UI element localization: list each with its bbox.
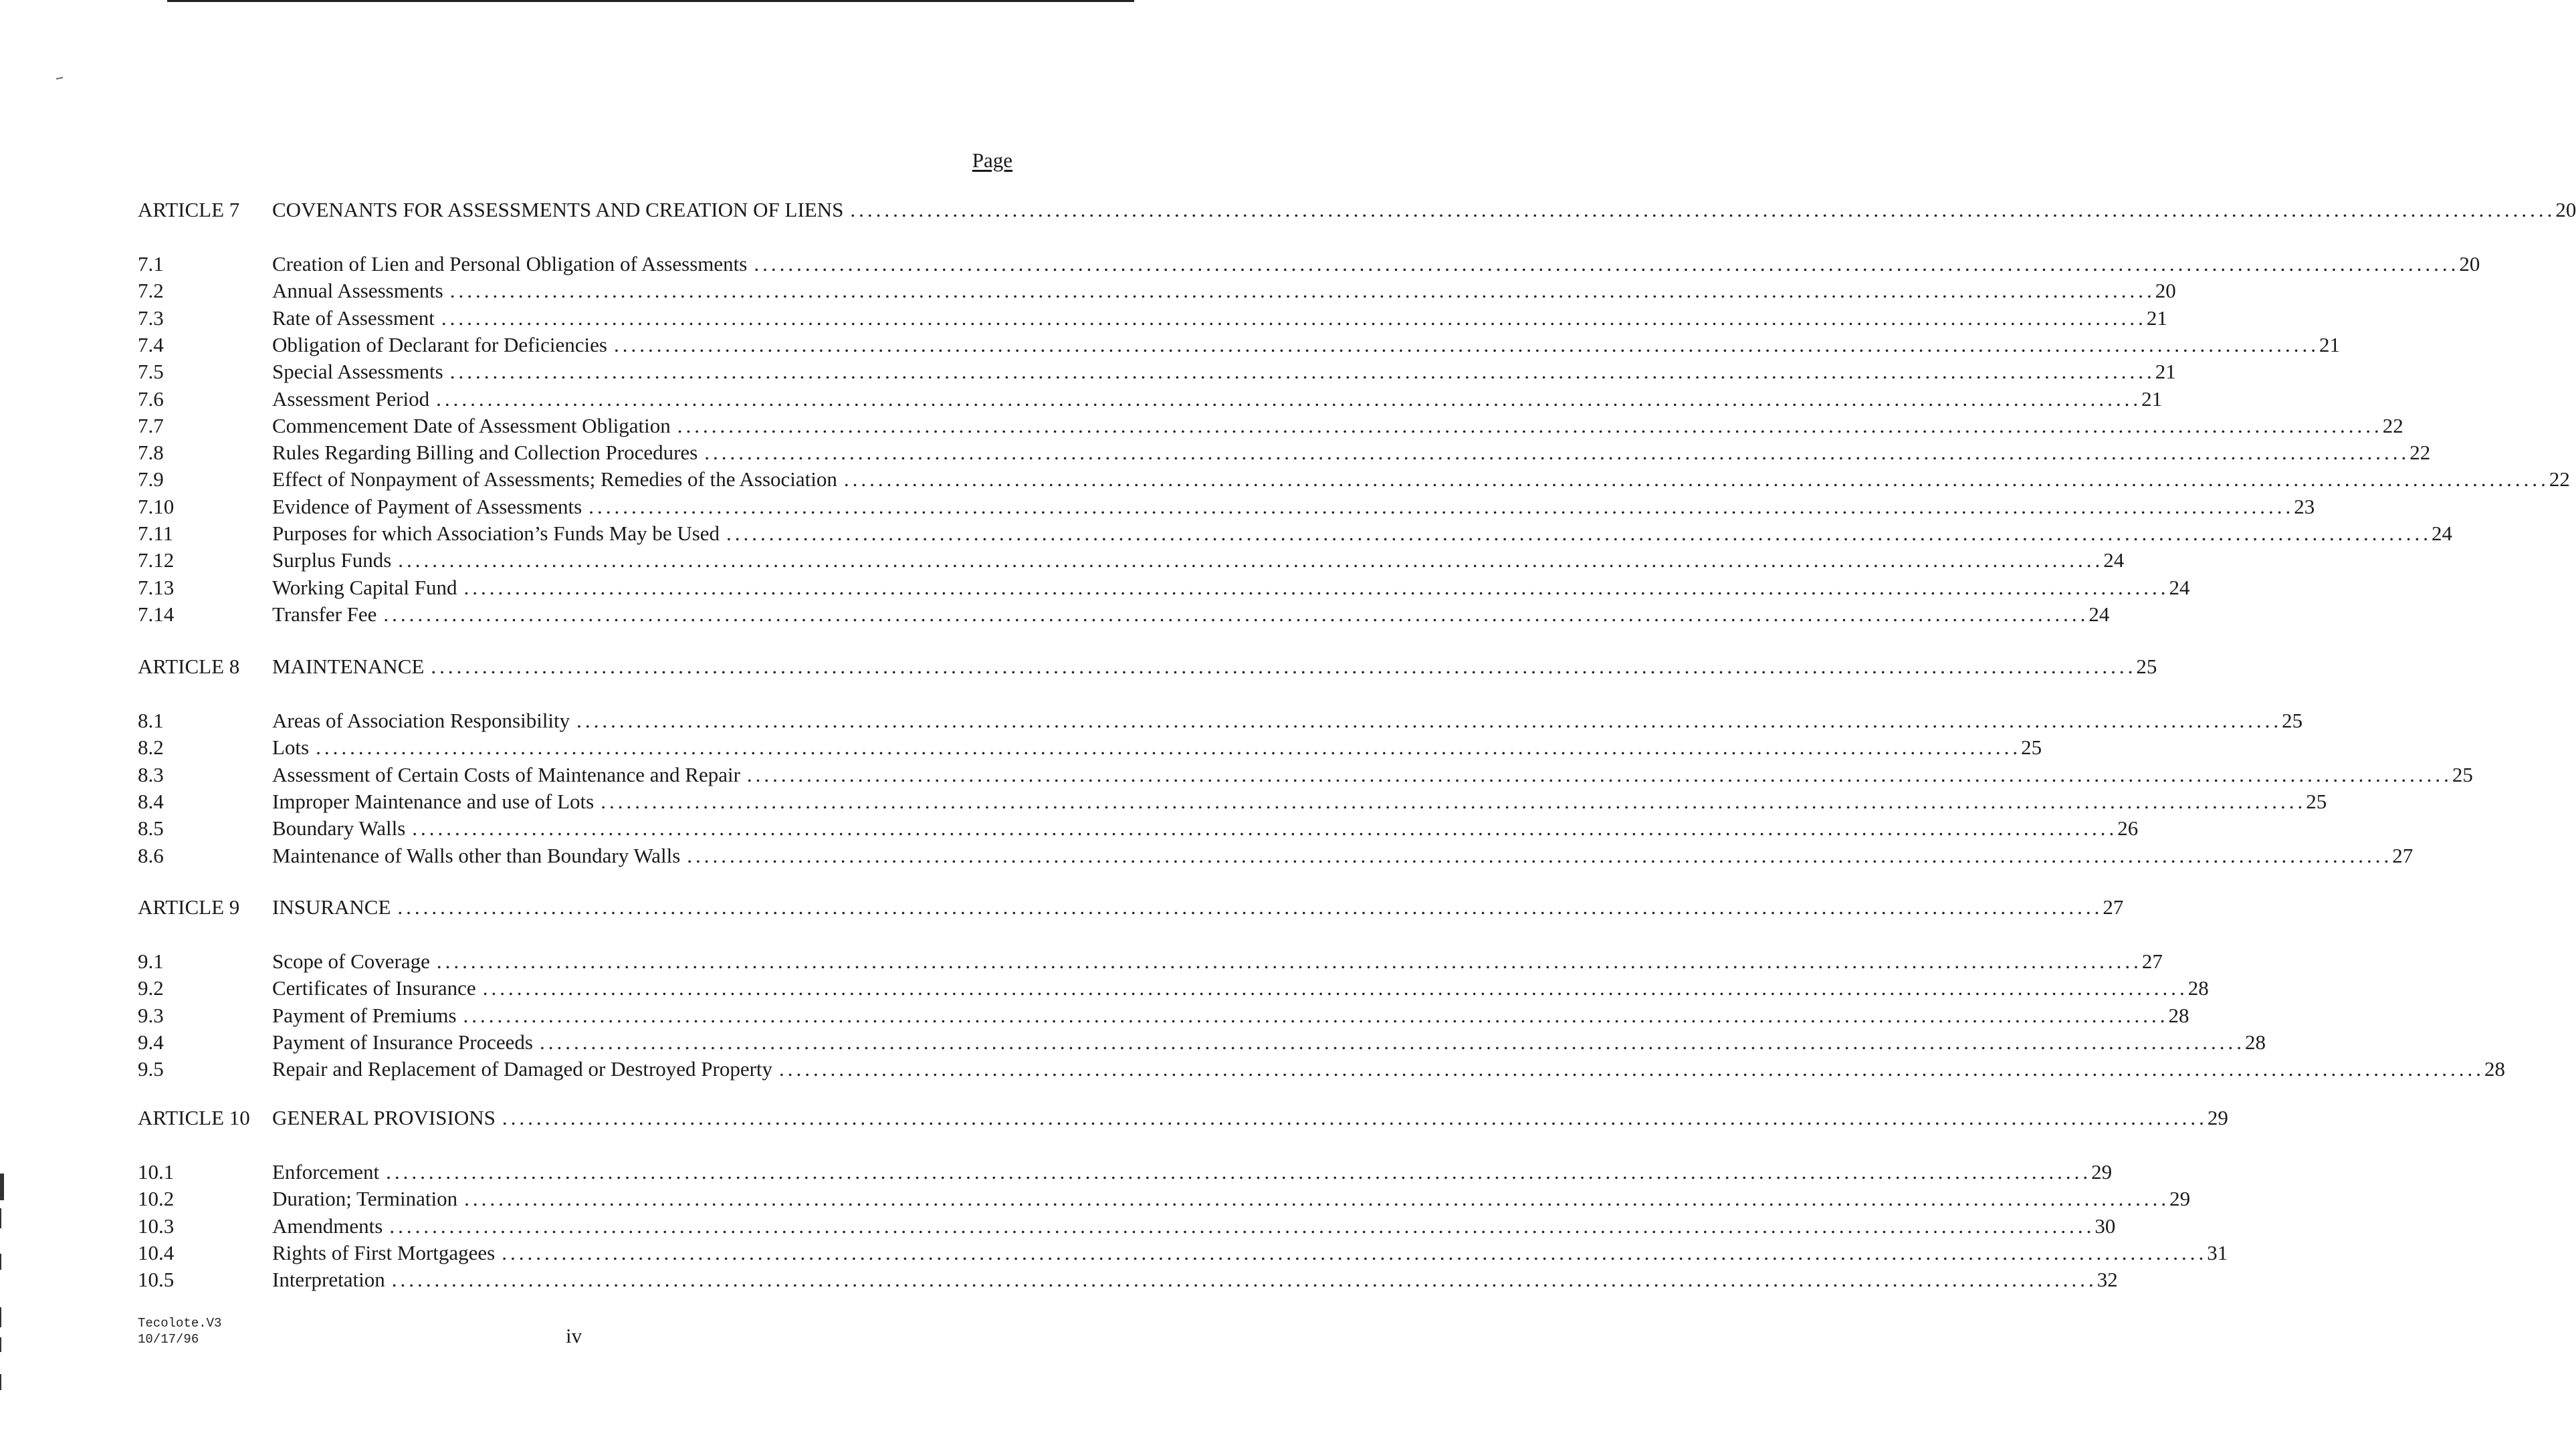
toc-entry-row: [138, 1028, 2266, 1057]
dot-leader: ........................................................................................................................................................................................................: [436, 949, 2142, 973]
page-reference: 21: [2155, 360, 2176, 383]
page-reference: 28: [2244, 1030, 2266, 1054]
dot-leader: ........................................................................................................................................................................................................: [463, 576, 2169, 599]
section-title: Obligation of Declarant for Deficiencies: [272, 333, 607, 356]
dot-leader: ........................................................................................................................................................................................................: [726, 522, 2432, 545]
article-number: ARTICLE 10: [138, 1106, 250, 1129]
article-title: INSURANCE: [272, 895, 391, 919]
toc-article-row: [138, 195, 2576, 225]
section-title: Areas of Association Responsibility: [272, 709, 570, 732]
section-number: 7.4: [138, 333, 164, 356]
page-reference: 32: [2097, 1268, 2118, 1291]
dot-leader: ........................................................................................................................................................................................................: [441, 306, 2147, 330]
dot-leader: ........................................................................................................................................................................................................: [502, 1106, 2208, 1129]
page-reference: 24: [2432, 522, 2453, 545]
section-title: Payment of Insurance Proceeds: [272, 1030, 533, 1054]
toc-entry-row: [138, 1001, 2189, 1030]
dot-leader: ........................................................................................................................................................................................................: [613, 333, 2319, 356]
section-title: Annual Assessments: [272, 279, 443, 302]
page-reference: 22: [2549, 467, 2570, 491]
dot-leader: ........................................................................................................................................................................................................: [436, 387, 2142, 411]
page-reference: 29: [2091, 1160, 2113, 1184]
toc-entry-row: [138, 276, 2176, 306]
toc-article-row: [138, 1103, 2228, 1133]
section-number: 7.8: [138, 441, 164, 464]
dot-leader: ........................................................................................................................................................................................................: [539, 1030, 2245, 1054]
article-title: COVENANTS FOR ASSESSMENTS AND CREATION OF LIENS: [272, 198, 844, 221]
section-title: Boundary Walls: [272, 816, 406, 840]
scan-speck: [56, 77, 63, 80]
dot-leader: ........................................................................................................................................................................................................: [431, 655, 2137, 678]
section-title: Assessment Period: [272, 387, 430, 411]
section-title: Transfer Fee: [272, 602, 377, 626]
section-number: 9.3: [138, 1004, 164, 1027]
toc-entry-row: [138, 1212, 2116, 1241]
section-number: 10.1: [138, 1160, 175, 1184]
top-edge-rule: [167, 0, 1134, 2]
toc-entry-row: [138, 304, 2167, 333]
section-number: 8.6: [138, 844, 164, 867]
page-reference: 22: [2382, 414, 2403, 437]
toc-entry-row: [138, 600, 2110, 629]
toc-article-row: [138, 652, 2157, 681]
dot-leader: ........................................................................................................................................................................................................: [850, 198, 2556, 221]
article-title: MAINTENANCE: [272, 655, 425, 678]
section-title: Surplus Funds: [272, 548, 392, 572]
section-title: Interpretation: [272, 1268, 385, 1291]
section-number: 10.2: [138, 1187, 175, 1210]
document-footer-code: [138, 1315, 221, 1347]
article-number: ARTICLE 9: [138, 895, 240, 919]
dot-leader: ........................................................................................................................................................................................................: [779, 1057, 2485, 1081]
section-number: 8.2: [138, 736, 164, 759]
section-number: 7.12: [138, 548, 175, 572]
toc-entry-row: [138, 1184, 2191, 1214]
section-number: 7.7: [138, 414, 164, 437]
section-title: Effect of Nonpayment of Assessments; Remedies of the Association: [272, 467, 837, 491]
section-number: 7.13: [138, 576, 175, 599]
section-number: 10.4: [138, 1241, 175, 1264]
dot-leader: ........................................................................................................................................................................................................: [601, 790, 2306, 813]
section-title: Enforcement: [272, 1160, 380, 1184]
toc-entry-row: [138, 330, 2340, 360]
dot-leader: ........................................................................................................................................................................................................: [391, 1268, 2097, 1291]
section-title: Repair and Replacement of Damaged or Destroyed Property: [272, 1057, 773, 1081]
dot-leader: ........................................................................................................................................................................................................: [449, 360, 2155, 383]
page-reference: 20: [2555, 198, 2576, 221]
section-number: 8.1: [138, 709, 164, 732]
toc-entry-row: [138, 760, 2473, 790]
toc-entry-row: [138, 947, 2163, 976]
dot-leader: ........................................................................................................................................................................................................: [746, 763, 2452, 786]
section-number: 7.1: [138, 252, 164, 275]
section-title: Special Assessments: [272, 360, 443, 383]
page-reference: 28: [2484, 1057, 2506, 1081]
page-reference: 21: [2319, 333, 2340, 356]
section-number: 7.9: [138, 467, 164, 491]
section-title: Assessment of Certain Costs of Maintenance and Repair: [272, 763, 740, 786]
page-reference: 26: [2117, 816, 2139, 840]
dot-leader: ........................................................................................................................................................................................................: [397, 895, 2103, 919]
section-number: 7.10: [138, 495, 175, 518]
toc-entry-row: [138, 357, 2176, 386]
page-reference: 28: [2187, 976, 2209, 1000]
dot-leader: ........................................................................................................................................................................................................: [386, 1160, 2092, 1184]
page-reference: 23: [2294, 495, 2315, 518]
page-reference: 24: [2088, 602, 2110, 626]
page-reference: 25: [2136, 655, 2157, 678]
section-title: Maintenance of Walls other than Boundary Walls: [272, 844, 681, 867]
toc-entry-row: [138, 573, 2190, 602]
toc-entry-row: [138, 384, 2163, 414]
dot-leader: ........................................................................................................................................................................................................: [449, 279, 2155, 302]
page-reference: 29: [2207, 1106, 2228, 1129]
section-number: 8.5: [138, 816, 164, 840]
section-number: 7.3: [138, 306, 164, 330]
page-reference: 31: [2207, 1241, 2228, 1264]
dot-leader: ........................................................................................................................................................................................................: [588, 495, 2294, 518]
section-title: Purposes for which Association’s Funds May be Used: [272, 522, 720, 545]
dot-leader: ........................................................................................................................................................................................................: [398, 548, 2104, 572]
dot-leader: ........................................................................................................................................................................................................: [677, 414, 2383, 437]
section-title: Rate of Assessment: [272, 306, 435, 330]
section-number: 9.4: [138, 1030, 164, 1054]
toc-entry-row: [138, 249, 2480, 279]
dot-leader: ........................................................................................................................................................................................................: [843, 467, 2549, 491]
page-column-header: Page: [972, 148, 1012, 172]
page-reference: 24: [2169, 576, 2190, 599]
page-reference: 28: [2168, 1004, 2189, 1027]
section-title: Creation of Lien and Personal Obligation of Assessments: [272, 252, 748, 275]
page-reference: 21: [2141, 387, 2163, 411]
section-title: Payment of Premiums: [272, 1004, 457, 1027]
toc-entry-row: [138, 1157, 2113, 1187]
section-number: 9.1: [138, 949, 164, 973]
toc-entry-row: [138, 465, 2570, 494]
section-title: Lots: [272, 736, 310, 759]
section-number: 10.3: [138, 1214, 175, 1238]
dot-leader: ........................................................................................................................................................................................................: [463, 1004, 2169, 1027]
page-reference: 27: [2141, 949, 2163, 973]
toc-entry-row: [138, 814, 2139, 843]
page-reference: 22: [2409, 441, 2431, 464]
document-date: 10/17/96: [138, 1332, 199, 1347]
section-number: 9.5: [138, 1057, 164, 1081]
page-reference: 29: [2169, 1187, 2191, 1210]
section-number: 10.5: [138, 1268, 175, 1291]
section-title: Certificates of Insurance: [272, 976, 476, 1000]
toc-article-row: [138, 893, 2124, 922]
section-title: Scope of Coverage: [272, 949, 430, 973]
page-reference: 20: [2155, 279, 2176, 302]
dot-leader: ........................................................................................................................................................................................................: [754, 252, 2460, 275]
toc-entry-row: [138, 787, 2327, 816]
article-number: ARTICLE 7: [138, 198, 240, 221]
page-reference: 25: [2452, 763, 2473, 786]
section-number: 9.2: [138, 976, 164, 1000]
page-reference: 21: [2146, 306, 2167, 330]
dot-leader: ........................................................................................................................................................................................................: [316, 736, 2022, 759]
article-number: ARTICLE 8: [138, 655, 240, 678]
section-title: Commencement Date of Assessment Obligation: [272, 414, 671, 437]
toc-entry-row: [138, 1238, 2228, 1268]
page-reference: 30: [2095, 1214, 2116, 1238]
toc-entry-row: [138, 519, 2453, 548]
section-number: 7.5: [138, 360, 164, 383]
section-title: Working Capital Fund: [272, 576, 457, 599]
toc-entry-row: [138, 492, 2315, 522]
toc-entry-row: [138, 546, 2125, 575]
article-title: GENERAL PROVISIONS: [272, 1106, 496, 1129]
toc-entry-row: [138, 1265, 2118, 1295]
page-reference: 25: [2282, 709, 2303, 732]
page-reference: 24: [2103, 548, 2125, 572]
section-number: 8.4: [138, 790, 164, 813]
dot-leader: ........................................................................................................................................................................................................: [704, 441, 2410, 464]
toc-entry-row: [138, 438, 2431, 467]
document-code: Tecolote.V3: [138, 1316, 222, 1331]
toc-entry-row: [138, 974, 2209, 1003]
page-reference: 25: [2021, 736, 2042, 759]
section-title: Rights of First Mortgagees: [272, 1241, 496, 1264]
section-number: 7.6: [138, 387, 164, 411]
section-number: 7.2: [138, 279, 164, 302]
dot-leader: ........................................................................................................................................................................................................: [383, 602, 2089, 626]
dot-leader: ........................................................................................................................................................................................................: [502, 1241, 2208, 1264]
dot-leader: ........................................................................................................................................................................................................: [482, 976, 2188, 1000]
dot-leader: ........................................................................................................................................................................................................: [687, 844, 2393, 867]
binding-marks: [0, 1173, 5, 1394]
dot-leader: ........................................................................................................................................................................................................: [389, 1214, 2095, 1238]
section-number: 7.14: [138, 602, 175, 626]
page-reference: 20: [2459, 252, 2480, 275]
section-number: 7.11: [138, 522, 174, 545]
dot-leader: ........................................................................................................................................................................................................: [576, 709, 2282, 732]
page-number: iv: [566, 1324, 582, 1347]
section-title: Rules Regarding Billing and Collection Procedures: [272, 441, 698, 464]
toc-entry-row: [138, 841, 2413, 871]
dot-leader: ........................................................................................................................................................................................................: [464, 1187, 2170, 1210]
toc-entry-row: [138, 706, 2303, 736]
toc-entry-row: [138, 1054, 2506, 1084]
page-reference: 27: [2103, 895, 2124, 919]
section-number: 8.3: [138, 763, 164, 786]
dot-leader: ........................................................................................................................................................................................................: [412, 816, 2118, 840]
section-title: Duration; Termination: [272, 1187, 458, 1210]
section-title: Amendments: [272, 1214, 383, 1238]
page-reference: 25: [2306, 790, 2327, 813]
toc-entry-row: [138, 411, 2403, 441]
section-title: Evidence of Payment of Assessments: [272, 495, 582, 518]
section-title: Improper Maintenance and use of Lots: [272, 790, 595, 813]
page-reference: 27: [2392, 844, 2413, 867]
toc-entry-row: [138, 733, 2042, 762]
